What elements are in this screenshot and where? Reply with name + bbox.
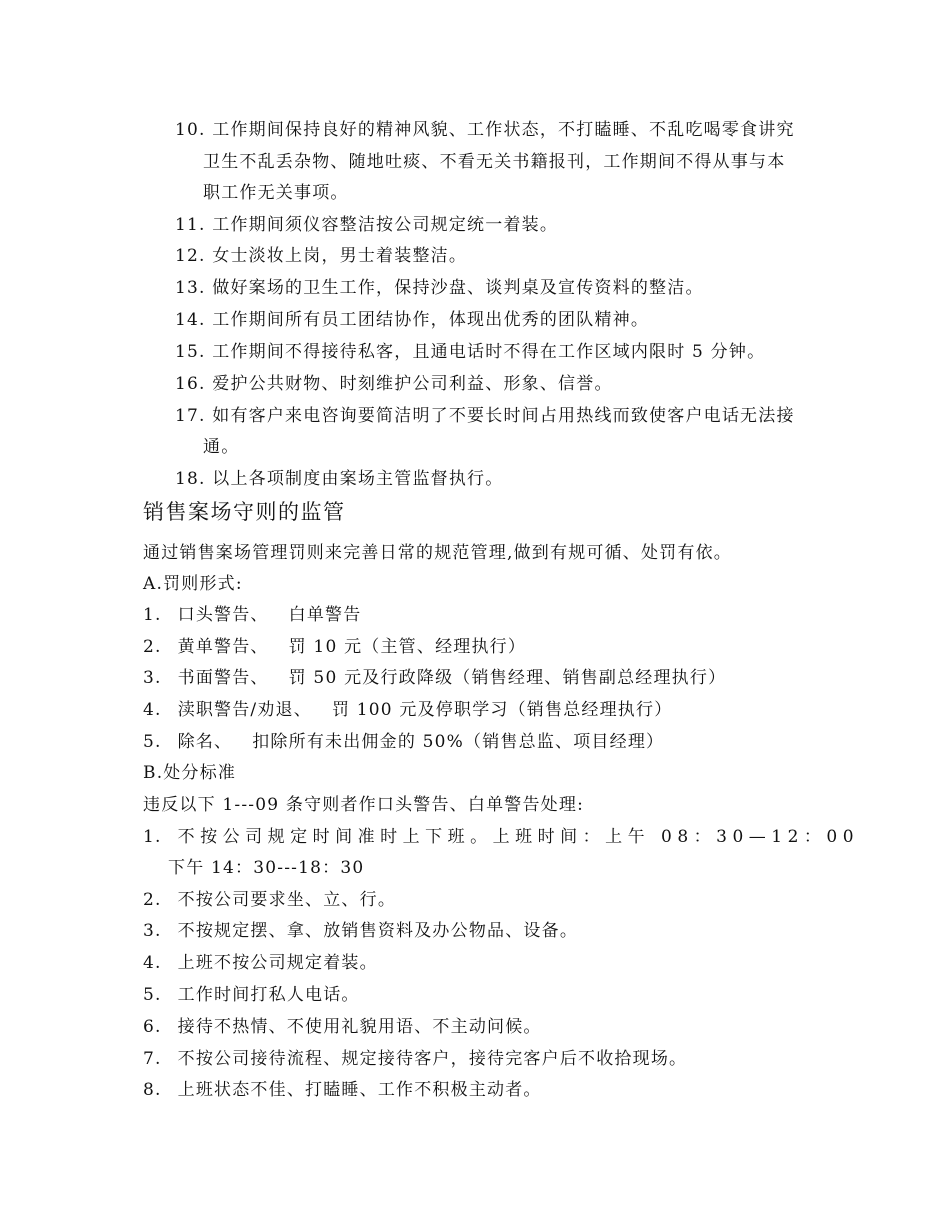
rule-number: 17. <box>175 406 206 426</box>
rule-number: 13. <box>175 278 206 298</box>
violation-number: 6. <box>143 1017 162 1037</box>
violation-text: 工作时间打私人电话。 <box>177 985 360 1005</box>
violation-text: 上班状态不佳、打瞌睡、工作不积极主动者。 <box>177 1080 542 1100</box>
violation-number: 4. <box>143 953 162 973</box>
violation-text: 不按公司接待流程、规定接待客户，接待完客户后不收拾现场。 <box>177 1049 688 1069</box>
penalty-type: 口头警告、 <box>177 605 269 625</box>
violation-number: 7. <box>143 1049 162 1069</box>
penalty-item <box>143 727 664 752</box>
rule-10-cont-1: 卫生不乱丢杂物、随地吐痰、不看无关书籍报刊，工作期间不得从事与本 <box>203 152 786 172</box>
penalty-type: 除名、 <box>177 732 233 752</box>
violation-item <box>143 1044 687 1069</box>
violation-text: 不按公司规定时间准时上下班。上班时间：上午 08：30—12：00 <box>177 827 860 847</box>
section-title: 销售案场守则的监管 <box>143 500 346 524</box>
rule-number: 11. <box>175 215 206 235</box>
penalty-item <box>143 663 726 688</box>
rule-text: 工作期间保持良好的精神风貌、工作状态，不打瞌睡、不乱吃喝零食讲究 <box>212 120 795 140</box>
violation-number: 5. <box>143 985 162 1005</box>
violation-number: 2. <box>143 890 162 910</box>
rule-text: 工作期间所有员工团结协作，体现出优秀的团队精神。 <box>212 310 650 330</box>
rule-14 <box>175 305 649 330</box>
violation-text: 上班不按公司规定着装。 <box>177 953 378 973</box>
rule-text: 做好案场的卫生工作，保持沙盘、谈判桌及宣传资料的整洁。 <box>212 278 704 298</box>
violation-item <box>143 980 360 1005</box>
intro-paragraph: 通过销售案场管理罚则来完善日常的规范管理,做到有规可循、处罚有依。 <box>143 543 733 563</box>
rule-number: 16. <box>175 374 206 394</box>
rule-17-cont-1: 通。 <box>203 437 240 457</box>
penalty-type: 黄单警告、 <box>177 637 269 657</box>
rule-text: 如有客户来电咨询要简洁明了不要长时间占用热线而致使客户电话无法接 <box>212 406 795 426</box>
violation-item <box>143 916 578 941</box>
rule-text: 女士淡妆上岗，男士着装整洁。 <box>212 246 468 266</box>
rule-text: 工作期间须仪容整洁按公司规定统一着装。 <box>212 215 559 235</box>
penalty-item <box>143 600 361 625</box>
rule-number: 12. <box>175 246 206 266</box>
penalty-type: 书面警告、 <box>177 668 269 688</box>
penalty-number: 1. <box>143 605 162 625</box>
rule-16 <box>175 369 613 394</box>
violation-number: 3. <box>143 921 162 941</box>
rule-18 <box>175 464 503 489</box>
rule-text: 工作期间不得接待私客，且通电话时不得在工作区域内限时 5 分钟。 <box>212 342 766 362</box>
violation-item <box>143 1012 542 1037</box>
violation-number: 8. <box>143 1080 162 1100</box>
rule-number: 15. <box>175 342 206 362</box>
penalty-number: 4. <box>143 700 162 720</box>
rule-number: 10. <box>175 120 206 140</box>
violation-text: 接待不热情、不使用礼貌用语、不主动问候。 <box>177 1017 542 1037</box>
rule-number: 18. <box>175 469 206 489</box>
rule-text: 以上各项制度由案场主管监督执行。 <box>212 469 504 489</box>
violation-text: 不按规定摆、拿、放销售资料及办公物品、设备。 <box>177 921 579 941</box>
penalty-number: 3. <box>143 668 162 688</box>
rule-10-cont-2: 职工作无关事项。 <box>203 183 349 203</box>
penalty-detail: 罚 10 元（主管、经理执行） <box>288 637 527 657</box>
violation-item <box>143 885 396 910</box>
rule-text: 爱护公共财物、时刻维护公司利益、形象、信誉。 <box>212 374 613 394</box>
rule-10 <box>175 115 795 140</box>
rule-12 <box>175 241 467 266</box>
violation-item <box>143 948 378 973</box>
rule-number: 14. <box>175 310 206 330</box>
penalty-item <box>143 695 672 720</box>
rule-13 <box>175 273 704 298</box>
penalty-detail: 罚 100 元及停职学习（销售总经理执行） <box>331 700 673 720</box>
penalty-heading: A.罚则形式: <box>143 574 243 594</box>
penalty-detail: 罚 50 元及行政降级（销售经理、销售副总经理执行） <box>288 668 727 688</box>
penalty-number: 5. <box>143 732 162 752</box>
violation-item-cont: 下午 14：30---18：30 <box>168 858 365 878</box>
violation-item <box>143 822 859 847</box>
standard-heading: B.处分标准 <box>143 763 237 783</box>
penalty-detail: 扣除所有未出佣金的 50%（销售总监、项目经理） <box>252 732 665 752</box>
penalty-item <box>143 632 526 657</box>
rule-15 <box>175 337 765 362</box>
penalty-type: 渎职警告/劝退、 <box>177 700 312 720</box>
violation-item <box>143 1075 542 1100</box>
violation-number: 1. <box>143 827 162 847</box>
penalty-detail: 白单警告 <box>288 605 362 625</box>
rule-11 <box>175 210 558 235</box>
standard-intro: 违反以下 1---09 条守则者作口头警告、白单警告处理: <box>143 795 585 815</box>
penalty-number: 2. <box>143 637 162 657</box>
rule-17 <box>175 401 795 426</box>
violation-text: 不按公司要求坐、立、行。 <box>177 890 397 910</box>
